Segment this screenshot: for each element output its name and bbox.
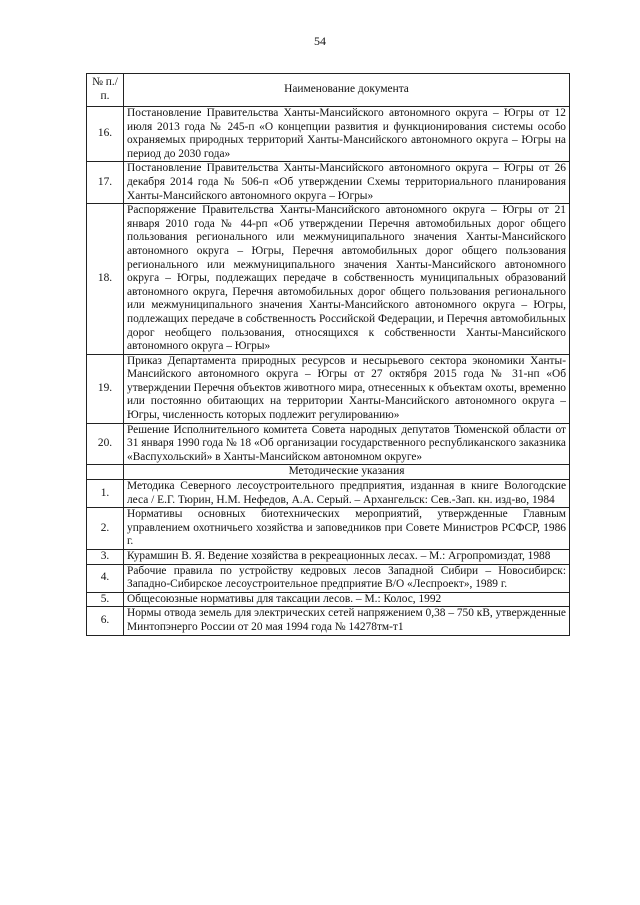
section-row bbox=[87, 465, 570, 480]
row-text: Рабочие правила по устройству кедровых лесов Западной Сибири – Новосибирск: Западно-Сибирское лесоустроительное предприятие В/О «Леспроект», 1989 г. bbox=[124, 564, 570, 592]
row-text: Нормы отвода земель для электрических сетей напряжением 0,38 – 750 кВ, утвержденные Минтопэнерго России от 20 мая 1994 года № 14278тм-т1 bbox=[124, 607, 570, 635]
table-row bbox=[87, 480, 570, 508]
header-num: № п./п. bbox=[87, 74, 124, 107]
row-num: 2. bbox=[87, 508, 124, 550]
row-num: 4. bbox=[87, 564, 124, 592]
row-num: 6. bbox=[87, 607, 124, 635]
table-row bbox=[87, 607, 570, 635]
table-row bbox=[87, 354, 570, 423]
section-num-empty bbox=[87, 465, 124, 480]
table-row bbox=[87, 204, 570, 355]
table-row bbox=[87, 508, 570, 550]
table-row bbox=[87, 423, 570, 465]
row-text: Методика Северного лесоустроительного предприятия, изданная в книге Вологодские леса / Е.Г. Тюрин, Н.М. Нефедов, А.А. Серый. – Архангельск: Сев.-Зап. кн. изд-во, 1984 bbox=[124, 480, 570, 508]
row-num: 19. bbox=[87, 354, 124, 423]
row-num: 17. bbox=[87, 162, 124, 204]
row-text: Решение Исполнительного комитета Совета народных депутатов Тюменской области от 31 января 1990 года № 18 «Об организации государственного республиканского заказника «Васпухольский» в Ханты-Мансийском автономном округе» bbox=[124, 423, 570, 465]
table-header-row bbox=[87, 74, 570, 107]
row-text: Распоряжение Правительства Ханты-Мансийского автономного округа – Югры от 21 января 2010 года № 44-рп «Об утверждении Перечня автомобильных дорог общего пользования регионального или межмуниципального значения Ханты-Мансийского автономного округа – Югры, Перечня автомобильных дорог общего пользования регионального или межмуниципального значения Ханты-Мансийского автономного округа – Югры, подлежащих передаче в собственность муниципальных образований автономного округа, Перечня автомобильных дорог общего пользования регионального или межмуниципального значения Ханты-Мансийского автономного округа – Югры, подлежащих передаче в собственность Российской Федерации, и Перечня автомобильных дорог необщего пользования, относящихся к собственности Ханты-Мансийского автономного округа – Югры» bbox=[124, 204, 570, 355]
table-row bbox=[87, 162, 570, 204]
table-row bbox=[87, 107, 570, 162]
row-text: Постановление Правительства Ханты-Мансийского автономного округа – Югры от 12 июля 2013 года № 245-п «О концепции развития и функционирования системы особо охраняемых природных территорий Ханты-Мансийского автономного округа – Югры на период до 2030 года» bbox=[124, 107, 570, 162]
page-number: 54 bbox=[314, 34, 326, 48]
row-text: Курамшин В. Я. Ведение хозяйства в рекреационных лесах. – М.: Агропромиздат, 1988 bbox=[124, 550, 570, 565]
row-text: Общесоюзные нормативы для таксации лесов. – М.: Колос, 1992 bbox=[124, 592, 570, 607]
header-name: Наименование документа bbox=[124, 74, 570, 107]
row-text: Приказ Департамента природных ресурсов и несырьевого сектора экономики Ханты-Мансийского автономного округа – Югры от 27 октября 2015 года № 31-нп «Об утверждении Перечня объектов животного мира, отнесенных к объектам охоты, временно или постоянно обитающих на территории Ханты-Мансийского автономного округа – Югры, численность которых подлежит регулированию» bbox=[124, 354, 570, 423]
row-num: 20. bbox=[87, 423, 124, 465]
table-row bbox=[87, 550, 570, 565]
row-text: Нормативы основных биотехнических мероприятий, утвержденные Главным управлением охотничьего хозяйства и заповедников при Совете Министров РСФСР, 1986 г. bbox=[124, 508, 570, 550]
row-num: 18. bbox=[87, 204, 124, 355]
row-num: 3. bbox=[87, 550, 124, 565]
row-num: 16. bbox=[87, 107, 124, 162]
row-text: Постановление Правительства Ханты-Мансийского автономного округа – Югры от 26 декабря 2014 года № 506-п «Об утверждении Схемы территориального планирования Ханты-Мансийского автономного округа – Югры» bbox=[124, 162, 570, 204]
row-num: 1. bbox=[87, 480, 124, 508]
table-row bbox=[87, 592, 570, 607]
table-row bbox=[87, 564, 570, 592]
row-num: 5. bbox=[87, 592, 124, 607]
section-title: Методические указания bbox=[124, 465, 570, 480]
documents-table bbox=[86, 73, 570, 636]
